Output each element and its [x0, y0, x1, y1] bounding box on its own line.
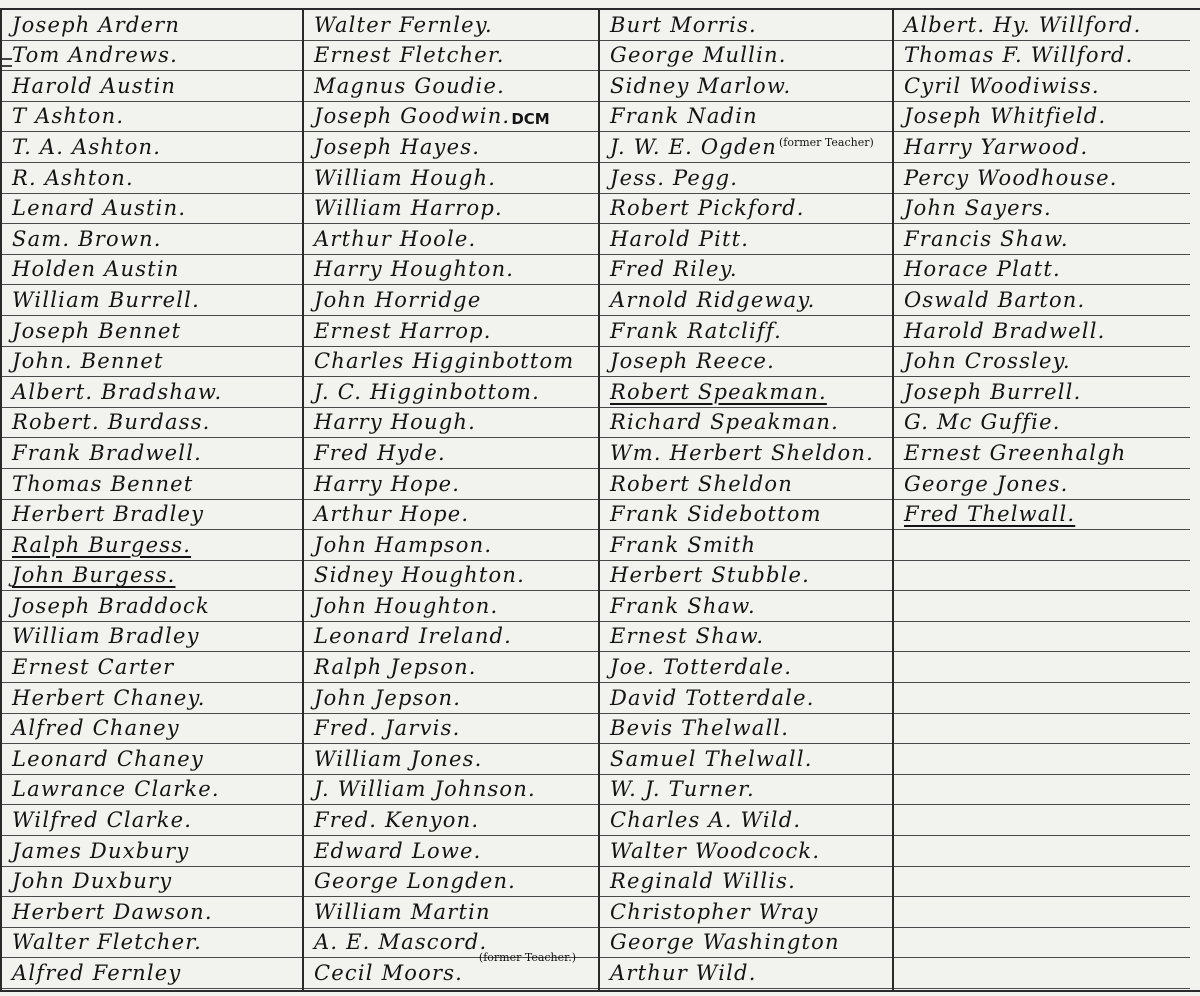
- name-row: [600, 500, 892, 531]
- name-row: [304, 347, 598, 378]
- person-name: Joseph Bennet: [12, 318, 182, 343]
- name-row: [600, 41, 892, 72]
- name-row: [2, 591, 302, 622]
- name-row: [600, 530, 892, 561]
- person-name: John Houghton.: [314, 593, 499, 618]
- name-row: [894, 10, 1190, 41]
- name-row: [304, 71, 598, 102]
- person-name: Arnold Ridgeway.: [610, 287, 816, 312]
- person-name: Joseph Hayes.: [314, 134, 481, 159]
- name-row: [2, 132, 302, 163]
- person-name: Harry Houghton.: [314, 257, 515, 282]
- person-name: Wilfred Clarke.: [12, 808, 193, 833]
- annotation-note: (former Teacher.): [478, 951, 576, 965]
- name-row: [2, 71, 302, 102]
- person-name: Frank Ratcliff.: [610, 318, 782, 343]
- name-row: [304, 897, 598, 928]
- name-row: [894, 744, 1190, 775]
- person-name: A. E. Mascord.: [314, 930, 488, 955]
- person-name: Harry Hope.: [314, 471, 461, 496]
- person-name: J. W. E. Ogden: [610, 134, 777, 159]
- person-name: Christopher Wray: [610, 899, 819, 924]
- name-row: [600, 469, 892, 500]
- name-row: [600, 836, 892, 867]
- name-row: [304, 836, 598, 867]
- person-name: Herbert Stubble.: [610, 563, 811, 588]
- person-name: Percy Woodhouse.: [904, 165, 1118, 190]
- person-name: Frank Smith: [610, 532, 757, 557]
- person-name: James Duxbury: [12, 838, 190, 863]
- name-row: [600, 347, 892, 378]
- person-name: Charles Higginbottom: [314, 349, 575, 374]
- name-row: [304, 469, 598, 500]
- person-name: Magnus Goudie.: [314, 73, 505, 98]
- name-row: [600, 867, 892, 898]
- name-row: [600, 714, 892, 745]
- name-row: [894, 714, 1190, 745]
- person-name: William Harrop.: [314, 196, 503, 221]
- person-name: John Sayers.: [904, 196, 1052, 221]
- name-row: [2, 285, 302, 316]
- person-name: Lawrance Clarke.: [12, 777, 220, 802]
- name-row: [304, 561, 598, 592]
- name-row: [304, 41, 598, 72]
- name-row: [2, 805, 302, 836]
- person-name: Albert. Hy. Willford.: [904, 12, 1142, 37]
- person-name: Arthur Hope.: [314, 502, 470, 527]
- person-name: William Burrell.: [12, 287, 200, 312]
- person-name: Frank Bradwell.: [12, 440, 202, 465]
- person-name: Robert Pickford.: [610, 196, 805, 221]
- names-column-4: [894, 10, 1190, 990]
- name-row: [304, 255, 598, 286]
- person-name: W. J. Turner.: [610, 777, 755, 802]
- name-row: [304, 132, 598, 163]
- name-row: [894, 500, 1190, 531]
- name-row: [2, 408, 302, 439]
- name-row: [894, 255, 1190, 286]
- name-row: [304, 867, 598, 898]
- person-name: Fred. Jarvis.: [314, 716, 461, 741]
- person-name: William Jones.: [314, 746, 483, 771]
- name-row: [894, 347, 1190, 378]
- person-name: Wm. Herbert Sheldon.: [610, 440, 874, 465]
- name-row: [304, 714, 598, 745]
- name-row: [304, 652, 598, 683]
- name-row: [600, 163, 892, 194]
- person-name: Edward Lowe.: [314, 838, 482, 863]
- name-row: [2, 500, 302, 531]
- name-row: [304, 744, 598, 775]
- name-row: [894, 71, 1190, 102]
- name-row: [2, 347, 302, 378]
- person-name: Joseph Ardern: [12, 12, 181, 37]
- name-row: [2, 622, 302, 653]
- person-name: Fred Hyde.: [314, 440, 446, 465]
- name-row: [2, 41, 302, 72]
- person-name: Richard Speakman.: [610, 410, 840, 435]
- name-row: [2, 438, 302, 469]
- name-row: [894, 805, 1190, 836]
- name-row: [894, 316, 1190, 347]
- person-name: Harry Yarwood.: [904, 134, 1089, 159]
- name-row: [304, 224, 598, 255]
- name-row: [304, 438, 598, 469]
- name-row: [304, 591, 598, 622]
- name-row: [600, 194, 892, 225]
- person-name: Ernest Carter: [12, 655, 175, 680]
- name-row: [600, 775, 892, 806]
- names-table: [0, 8, 1200, 992]
- name-row: [600, 561, 892, 592]
- person-name: Walter Fletcher.: [12, 930, 203, 955]
- person-name: George Jones.: [904, 471, 1069, 496]
- person-name: Harry Hough.: [314, 410, 476, 435]
- person-name: Thomas Bennet: [12, 471, 194, 496]
- name-row: [304, 805, 598, 836]
- person-name: Jess. Pegg.: [610, 165, 739, 190]
- person-name: Cyril Woodiwiss.: [904, 73, 1100, 98]
- person-name: George Longden.: [314, 869, 517, 894]
- name-row: [894, 897, 1190, 928]
- name-row: [894, 469, 1190, 500]
- person-name: Fred. Kenyon.: [314, 808, 480, 833]
- name-row: [304, 163, 598, 194]
- person-name: John Duxbury: [12, 869, 173, 894]
- person-name: John Jepson.: [314, 685, 462, 710]
- name-row: [894, 836, 1190, 867]
- name-row: [2, 897, 302, 928]
- person-name: Holden Austin: [12, 257, 180, 282]
- name-row: [600, 10, 892, 41]
- names-column-2: [304, 10, 600, 990]
- person-name: Francis Shaw.: [904, 226, 1069, 251]
- name-row: [304, 10, 598, 41]
- honour-suffix: DCM: [511, 110, 550, 129]
- person-name: Frank Shaw.: [610, 593, 756, 618]
- person-name: Leonard Ireland.: [314, 624, 513, 649]
- name-row: [600, 71, 892, 102]
- name-row: [304, 951, 598, 989]
- person-name: Charles A. Wild.: [610, 808, 802, 833]
- name-row: [894, 41, 1190, 72]
- person-name: George Washington: [610, 930, 840, 955]
- name-row: [894, 530, 1190, 561]
- names-column-1: [0, 10, 304, 990]
- person-name: Joseph Braddock: [12, 593, 210, 618]
- person-name: Joseph Goodwin.: [314, 104, 511, 129]
- person-name: Arthur Wild.: [610, 961, 757, 985]
- name-row: [304, 775, 598, 806]
- person-name: David Totterdale.: [610, 685, 815, 710]
- name-row: [894, 928, 1190, 959]
- name-row: [304, 408, 598, 439]
- name-row: [894, 622, 1190, 653]
- person-name: John Hampson.: [314, 532, 493, 557]
- person-name: John Burgess.: [12, 563, 176, 588]
- names-column-3: [600, 10, 894, 990]
- person-name: Joseph Burrell.: [904, 379, 1082, 404]
- person-name: Horace Platt.: [904, 257, 1061, 282]
- name-row: [894, 132, 1190, 163]
- person-name: Robert Sheldon: [610, 471, 793, 496]
- name-row: [600, 744, 892, 775]
- person-name: Alfred Fernley: [12, 961, 182, 985]
- name-row: [304, 377, 598, 408]
- name-row: [2, 10, 302, 41]
- person-name: John Crossley.: [904, 349, 1071, 374]
- name-row: [894, 102, 1190, 133]
- person-name: R. Ashton.: [12, 165, 134, 190]
- person-name: Oswald Barton.: [904, 287, 1086, 312]
- name-row: [600, 255, 892, 286]
- person-name: George Mullin.: [610, 43, 787, 68]
- name-row: [2, 744, 302, 775]
- name-row: [2, 530, 302, 561]
- name-row: [304, 622, 598, 653]
- name-row: [894, 408, 1190, 439]
- person-name: Joseph Reece.: [610, 349, 776, 374]
- name-row: [894, 561, 1190, 592]
- name-row: [304, 102, 598, 133]
- name-row: [2, 683, 302, 714]
- person-name: Frank Nadin: [610, 104, 758, 129]
- person-name: Bevis Thelwall.: [610, 716, 790, 741]
- name-row: [894, 591, 1190, 622]
- person-name: Herbert Bradley: [12, 502, 205, 527]
- name-row: [600, 897, 892, 928]
- person-name: Samuel Thelwall.: [610, 746, 813, 771]
- name-row: [2, 224, 302, 255]
- name-row: [2, 714, 302, 745]
- name-row: [304, 194, 598, 225]
- person-name: John. Bennet: [12, 349, 164, 374]
- person-name: Burt Morris.: [610, 12, 757, 37]
- name-row: [2, 163, 302, 194]
- name-row: [600, 438, 892, 469]
- person-name: Ralph Jepson.: [314, 655, 477, 680]
- name-row: [894, 377, 1190, 408]
- person-name: J. C. Higginbottom.: [314, 379, 540, 404]
- person-name: Harold Bradwell.: [904, 318, 1106, 343]
- name-row: [894, 163, 1190, 194]
- name-row: [600, 928, 892, 959]
- person-name: Leonard Chaney: [12, 746, 204, 771]
- name-row: [894, 775, 1190, 806]
- name-row: [304, 683, 598, 714]
- name-row: [894, 958, 1190, 989]
- person-name: Walter Fernley.: [314, 12, 493, 37]
- person-name: T Ashton.: [12, 104, 125, 129]
- person-name: Frank Sidebottom: [610, 502, 822, 527]
- person-name: Herbert Dawson.: [12, 899, 213, 924]
- person-name: William Bradley: [12, 624, 200, 649]
- name-row: [304, 530, 598, 561]
- person-name: G. Mc Guffie.: [904, 410, 1061, 435]
- person-name: Thomas F. Willford.: [904, 43, 1134, 68]
- name-row: [600, 285, 892, 316]
- person-name: Harold Pitt.: [610, 226, 750, 251]
- person-name: J. William Johnson.: [314, 777, 536, 802]
- name-row: [600, 622, 892, 653]
- name-row: [600, 683, 892, 714]
- person-name: Sidney Marlow.: [610, 73, 792, 98]
- person-name: Herbert Chaney.: [12, 685, 206, 710]
- person-name: Reginald Willis.: [610, 869, 797, 894]
- person-name: Fred Riley.: [610, 257, 738, 282]
- name-row: [2, 469, 302, 500]
- name-row: [894, 194, 1190, 225]
- person-name: Ralph Burgess.: [12, 532, 192, 557]
- person-name: Joseph Whitfield.: [904, 104, 1107, 129]
- person-name: Sam. Brown.: [12, 226, 162, 251]
- name-row: [600, 591, 892, 622]
- person-name: Fred Thelwall.: [904, 502, 1076, 527]
- name-row: [894, 652, 1190, 683]
- person-name: Joe. Totterdale.: [610, 655, 793, 680]
- name-row: [600, 132, 892, 163]
- person-name: Albert. Bradshaw.: [12, 379, 223, 404]
- person-name: Cecil Moors.: [314, 961, 464, 985]
- person-name: Ernest Shaw.: [610, 624, 765, 649]
- person-name: John Horridge: [314, 287, 482, 312]
- person-name: Ernest Harrop.: [314, 318, 492, 343]
- person-name: T. A. Ashton.: [12, 134, 162, 159]
- person-name: Robert Speakman.: [610, 379, 827, 404]
- name-row: [304, 500, 598, 531]
- name-row: [600, 377, 892, 408]
- person-name: Sidney Houghton.: [314, 563, 525, 588]
- name-row: [2, 316, 302, 347]
- name-row: [894, 683, 1190, 714]
- person-name: Ernest Greenhalgh: [904, 440, 1127, 465]
- person-name: Tom Andrews.: [12, 43, 179, 68]
- name-row: [2, 867, 302, 898]
- person-name: William Martin: [314, 899, 491, 924]
- person-name: Harold Austin: [12, 73, 177, 98]
- name-row: [2, 775, 302, 806]
- name-row: [2, 255, 302, 286]
- name-row: [600, 958, 892, 989]
- name-row: [2, 836, 302, 867]
- annotation-note: (former Teacher): [778, 135, 874, 149]
- name-row: [2, 561, 302, 592]
- name-row: [894, 438, 1190, 469]
- person-name: Arthur Hoole.: [314, 226, 477, 251]
- name-row: [600, 102, 892, 133]
- name-row: [2, 377, 302, 408]
- name-row: [2, 958, 302, 989]
- person-name: Robert. Burdass.: [12, 410, 211, 435]
- name-row: [600, 316, 892, 347]
- person-name: William Hough.: [314, 165, 497, 190]
- name-row: [894, 867, 1190, 898]
- name-row: [304, 316, 598, 347]
- person-name: Walter Woodcock.: [610, 838, 821, 863]
- name-row: [2, 928, 302, 959]
- name-row: [2, 194, 302, 225]
- name-row: [2, 102, 302, 133]
- name-row: [600, 652, 892, 683]
- name-row: [894, 285, 1190, 316]
- person-name: Ernest Fletcher.: [314, 43, 505, 68]
- name-row: [600, 805, 892, 836]
- person-name: Alfred Chaney: [12, 716, 180, 741]
- name-row: [600, 408, 892, 439]
- name-row: [2, 652, 302, 683]
- person-name: Lenard Austin.: [12, 196, 187, 221]
- name-row: [894, 224, 1190, 255]
- name-row: [304, 285, 598, 316]
- name-row: [600, 224, 892, 255]
